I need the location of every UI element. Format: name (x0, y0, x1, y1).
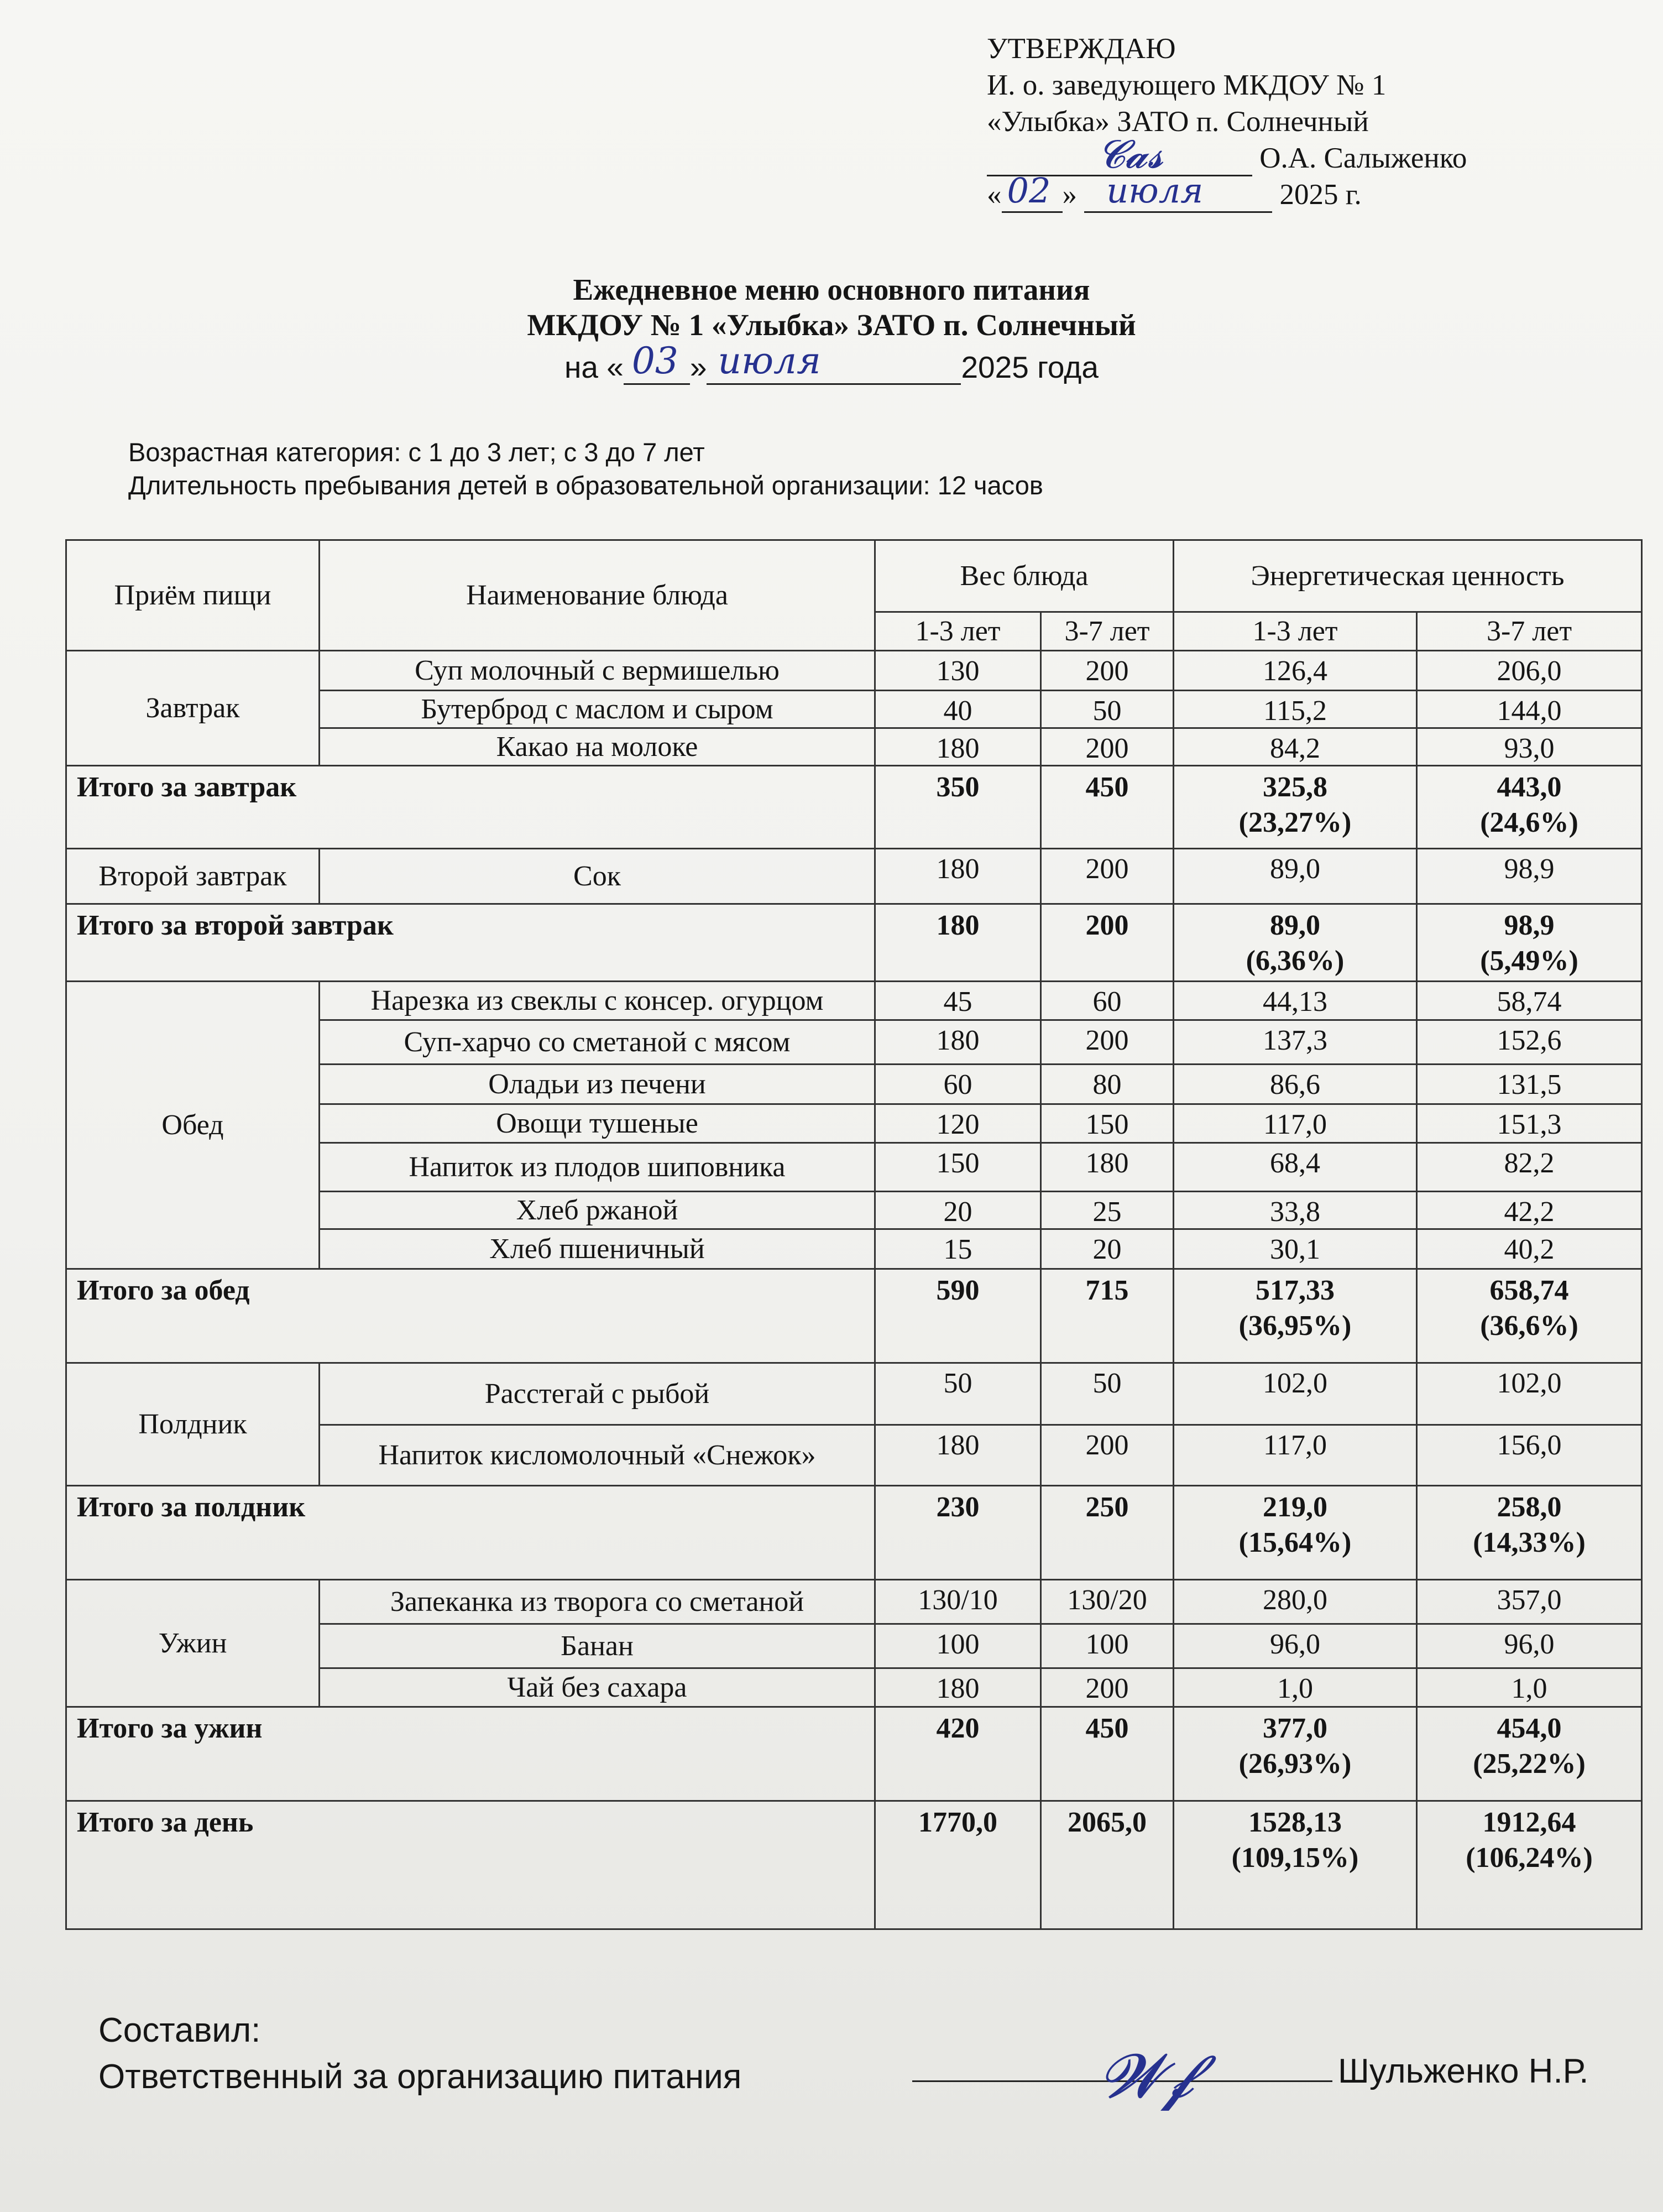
total-weight-3-7 (1041, 1269, 1174, 1363)
dish-name: Какао на молоке (320, 728, 875, 766)
total-energy-3-7-percent: (14,33%) (1473, 1527, 1586, 1558)
dish-name: Суп молочный с вермишелью (320, 651, 875, 691)
total-weight-1-3-value: 230 (936, 1491, 980, 1523)
weight-1-3: 130/10 (875, 1580, 1041, 1624)
total-weight-3-7 (1041, 766, 1174, 849)
total-energy-3-7-value: 454,0 (1497, 1713, 1562, 1744)
total-energy-3-7-percent: (36,6%) (1480, 1310, 1578, 1342)
weight-3-7: 130/20 (1041, 1580, 1174, 1624)
total-energy-1-3-value: 219,0 (1263, 1491, 1327, 1523)
weight-3-7: 200 (1041, 728, 1174, 766)
total-energy-1-3-percent: (23,27%) (1238, 807, 1352, 838)
weight-3-7: 25 (1041, 1192, 1174, 1229)
energy-1-3: 137,3 (1174, 1020, 1417, 1065)
header-energy-3-7: 3-7 лет (1417, 612, 1642, 651)
total-weight-1-3 (875, 1269, 1041, 1363)
weight-1-3: 180 (875, 849, 1041, 904)
total-energy-3-7-value: 658,74 (1489, 1275, 1569, 1306)
day-total-label: Итого за день (66, 1801, 875, 1929)
energy-1-3: 84,2 (1174, 728, 1417, 766)
energy-3-7: 206,0 (1417, 651, 1642, 691)
dish-name: Сок (320, 849, 875, 904)
weight-3-7: 200 (1041, 651, 1174, 691)
stay-duration: Длительность пребывания детей в образовательной организации: 12 часов (128, 471, 1043, 500)
energy-1-3: 30,1 (1174, 1229, 1417, 1269)
energy-3-7: 40,2 (1417, 1229, 1642, 1269)
responsible-role: Ответственный за организацию питания (98, 2058, 742, 2096)
header-weight-3-7: 3-7 лет (1041, 612, 1174, 651)
footer-signature-mark: 𝓦𝓯 (1100, 2041, 1195, 2111)
day-total-energy-1-3-percent: (109,15%) (1231, 1842, 1359, 1874)
day-total-energy-1-3-value: 1528,13 (1248, 1807, 1342, 1838)
weight-3-7: 80 (1041, 1065, 1174, 1104)
approval-position: И. о. заведующего МКДОУ № 1 (987, 69, 1387, 101)
energy-1-3: 117,0 (1174, 1425, 1417, 1486)
total-energy-1-3 (1174, 766, 1417, 849)
total-energy-3-7 (1417, 766, 1642, 849)
energy-3-7: 152,6 (1417, 1020, 1642, 1065)
total-weight-1-3-value: 180 (936, 910, 980, 941)
total-label: Итого за обед (66, 1269, 875, 1363)
total-energy-1-3-percent: (26,93%) (1238, 1748, 1352, 1780)
total-energy-1-3-percent: (15,64%) (1238, 1527, 1352, 1558)
dish-name: Запеканка из творога со сметаной (320, 1580, 875, 1624)
total-energy-1-3-value: 325,8 (1263, 771, 1327, 803)
approval-date-month: июля (1106, 170, 1204, 211)
total-weight-3-7-value: 450 (1085, 1713, 1129, 1744)
table-header (66, 540, 1642, 651)
total-energy-1-3 (1174, 904, 1417, 982)
energy-3-7: 58,74 (1417, 982, 1642, 1020)
weight-3-7: 200 (1041, 849, 1174, 904)
table-row (66, 982, 1642, 1020)
total-weight-1-3 (875, 1707, 1041, 1801)
weight-1-3: 60 (875, 1065, 1041, 1104)
energy-3-7: 357,0 (1417, 1580, 1642, 1624)
total-energy-3-7 (1417, 904, 1642, 982)
weight-1-3: 180 (875, 1425, 1041, 1486)
total-weight-3-7-value: 250 (1085, 1491, 1129, 1523)
compiled-label: Составил: (98, 2011, 261, 2049)
dish-name: Оладьи из печени (320, 1065, 875, 1104)
total-energy-3-7 (1417, 1486, 1642, 1580)
table-row (66, 651, 1642, 691)
energy-3-7: 102,0 (1417, 1363, 1642, 1425)
weight-3-7: 50 (1041, 691, 1174, 728)
table-row (66, 1580, 1642, 1624)
dish-name: Нарезка из свеклы с консер. огурцом (320, 982, 875, 1020)
day-total-weight-3-7 (1041, 1801, 1174, 1929)
menu-table (65, 539, 1643, 1930)
energy-1-3: 86,6 (1174, 1065, 1417, 1104)
weight-3-7: 200 (1041, 1668, 1174, 1707)
energy-1-3: 44,13 (1174, 982, 1417, 1020)
weight-1-3: 20 (875, 1192, 1041, 1229)
dish-name: Бутерброд с маслом и сыром (320, 691, 875, 728)
weight-1-3: 180 (875, 1668, 1041, 1707)
total-energy-3-7-percent: (5,49%) (1480, 945, 1578, 977)
total-energy-1-3 (1174, 1486, 1417, 1580)
energy-1-3: 126,4 (1174, 651, 1417, 691)
energy-3-7: 1,0 (1417, 1668, 1642, 1707)
energy-3-7: 93,0 (1417, 728, 1642, 766)
energy-1-3: 68,4 (1174, 1143, 1417, 1192)
meal-name: Ужин (66, 1580, 320, 1707)
weight-1-3: 130 (875, 651, 1041, 691)
total-weight-1-3 (875, 766, 1041, 849)
energy-3-7: 96,0 (1417, 1624, 1642, 1668)
menu-date-year: 2025 года (961, 350, 1099, 384)
energy-3-7: 156,0 (1417, 1425, 1642, 1486)
energy-3-7: 144,0 (1417, 691, 1642, 728)
weight-1-3: 50 (875, 1363, 1041, 1425)
dish-name: Чай без сахара (320, 1668, 875, 1707)
weight-1-3: 180 (875, 1020, 1041, 1065)
weight-3-7: 200 (1041, 1425, 1174, 1486)
day-total-weight-1-3-value: 1770,0 (918, 1807, 997, 1838)
total-weight-3-7-value: 715 (1085, 1275, 1129, 1306)
energy-3-7: 98,9 (1417, 849, 1642, 904)
header-energy: Энергетическая ценность (1174, 540, 1642, 612)
approval-signer-name: О.А. Салыженко (1259, 142, 1467, 174)
energy-1-3: 280,0 (1174, 1580, 1417, 1624)
menu-meta (128, 436, 1043, 502)
meal-name: Полдник (66, 1363, 320, 1486)
total-energy-3-7 (1417, 1269, 1642, 1363)
energy-1-3: 115,2 (1174, 691, 1417, 728)
day-total-weight-1-3 (875, 1801, 1041, 1929)
table-row (66, 1363, 1642, 1425)
header-weight: Вес блюда (875, 540, 1174, 612)
responsible-name: Шульженко Н.Р. (1338, 2052, 1589, 2090)
total-row (66, 904, 1642, 982)
total-energy-1-3 (1174, 1707, 1417, 1801)
total-weight-3-7 (1041, 1486, 1174, 1580)
total-label: Итого за ужин (66, 1707, 875, 1801)
menu-date-day: 03 (631, 340, 678, 382)
day-total-energy-3-7-percent: (106,24%) (1466, 1842, 1593, 1874)
header-weight-1-3: 1-3 лет (875, 612, 1041, 651)
dish-name: Напиток кисломолочный «Снежок» (320, 1425, 875, 1486)
approval-date: « 02 » июля 2025 г. (987, 176, 1467, 213)
weight-3-7: 200 (1041, 1020, 1174, 1065)
total-weight-1-3-value: 590 (936, 1275, 980, 1306)
weight-3-7: 20 (1041, 1229, 1174, 1269)
dish-name: Суп-харчо со сметаной с мясом (320, 1020, 875, 1065)
total-weight-1-3 (875, 904, 1041, 982)
total-weight-3-7-value: 200 (1085, 910, 1129, 941)
title-line-1: Ежедневное меню основного питания (573, 273, 1090, 306)
total-row (66, 1707, 1642, 1801)
day-total-row (66, 1801, 1642, 1929)
weight-3-7: 50 (1041, 1363, 1174, 1425)
total-weight-3-7 (1041, 904, 1174, 982)
day-total-energy-3-7-value: 1912,64 (1482, 1807, 1576, 1838)
weight-1-3: 180 (875, 728, 1041, 766)
day-total-weight-3-7-value: 2065,0 (1068, 1807, 1147, 1838)
meal-name: Завтрак (66, 651, 320, 766)
header-energy-1-3: 1-3 лет (1174, 612, 1417, 651)
dish-name: Хлеб пшеничный (320, 1229, 875, 1269)
age-category: Возрастная категория: с 1 до 3 лет; с 3 до 7 лет (128, 437, 705, 467)
meal-name: Обед (66, 982, 320, 1269)
total-energy-3-7-value: 98,9 (1504, 910, 1555, 941)
energy-3-7: 151,3 (1417, 1104, 1642, 1143)
dish-name: Овощи тушеные (320, 1104, 875, 1143)
total-row (66, 1486, 1642, 1580)
approval-signature-line (987, 132, 1467, 177)
weight-3-7: 60 (1041, 982, 1174, 1020)
weight-1-3: 100 (875, 1624, 1041, 1668)
total-energy-3-7-value: 443,0 (1497, 771, 1562, 803)
total-weight-1-3 (875, 1486, 1041, 1580)
day-total-energy-3-7 (1417, 1801, 1642, 1929)
total-energy-1-3-value: 377,0 (1263, 1713, 1327, 1744)
approval-heading: УТВЕРЖДАЮ (987, 33, 1176, 65)
footer-block (98, 2007, 741, 2100)
total-energy-3-7-percent: (24,6%) (1480, 807, 1578, 838)
energy-3-7: 131,5 (1417, 1065, 1642, 1104)
total-energy-1-3-value: 517,33 (1256, 1275, 1335, 1306)
header-meal: Приём пищи (66, 540, 320, 651)
weight-1-3: 40 (875, 691, 1041, 728)
energy-1-3: 33,8 (1174, 1192, 1417, 1229)
menu-date-month: июля (718, 340, 821, 382)
document-title (0, 272, 1663, 343)
header-dish: Наименование блюда (320, 540, 875, 651)
energy-1-3: 117,0 (1174, 1104, 1417, 1143)
total-label: Итого за полдник (66, 1486, 875, 1580)
menu-date: на « 03 » июля 2025 года (564, 340, 1099, 384)
weight-1-3: 150 (875, 1143, 1041, 1192)
total-energy-3-7 (1417, 1707, 1642, 1801)
meal-name: Второй завтрак (66, 849, 320, 904)
energy-3-7: 82,2 (1417, 1143, 1642, 1192)
energy-1-3: 1,0 (1174, 1668, 1417, 1707)
table-row (66, 849, 1642, 904)
weight-1-3: 15 (875, 1229, 1041, 1269)
day-total-energy-1-3 (1174, 1801, 1417, 1929)
dish-name: Банан (320, 1624, 875, 1668)
weight-1-3: 120 (875, 1104, 1041, 1143)
weight-1-3: 45 (875, 982, 1041, 1020)
total-energy-1-3-percent: (36,95%) (1238, 1310, 1352, 1342)
total-energy-1-3-value: 89,0 (1270, 910, 1320, 941)
total-weight-1-3-value: 420 (936, 1713, 980, 1744)
weight-3-7: 100 (1041, 1624, 1174, 1668)
total-label: Итого за завтрак (66, 766, 875, 849)
total-energy-1-3 (1174, 1269, 1417, 1363)
total-weight-3-7 (1041, 1707, 1174, 1801)
title-line-2: МКДОУ № 1 «Улыбка» ЗАТО п. Солнечный (527, 308, 1136, 342)
energy-3-7: 42,2 (1417, 1192, 1642, 1229)
weight-3-7: 180 (1041, 1143, 1174, 1192)
total-row (66, 1269, 1642, 1363)
dish-name: Напиток из плодов шиповника (320, 1143, 875, 1192)
dish-name: Расстегай с рыбой (320, 1363, 875, 1425)
approval-date-day: 02 (1007, 170, 1051, 211)
approval-block (987, 30, 1467, 213)
total-energy-3-7-value: 258,0 (1497, 1491, 1562, 1523)
energy-1-3: 96,0 (1174, 1624, 1417, 1668)
approval-date-year: 2025 г. (1279, 179, 1362, 211)
signature-mark: 𝓒𝓪𝓼 (1097, 132, 1164, 177)
total-energy-1-3-percent: (6,36%) (1246, 945, 1345, 977)
table-body (66, 651, 1642, 1929)
energy-1-3: 89,0 (1174, 849, 1417, 904)
dish-name: Хлеб ржаной (320, 1192, 875, 1229)
approval-organization: «Улыбка» ЗАТО п. Солнечный (987, 106, 1369, 138)
total-row (66, 766, 1642, 849)
total-label: Итого за второй завтрак (66, 904, 875, 982)
total-weight-1-3-value: 350 (936, 771, 980, 803)
total-energy-3-7-percent: (25,22%) (1473, 1748, 1586, 1780)
weight-3-7: 150 (1041, 1104, 1174, 1143)
energy-1-3: 102,0 (1174, 1363, 1417, 1425)
total-weight-3-7-value: 450 (1085, 771, 1129, 803)
